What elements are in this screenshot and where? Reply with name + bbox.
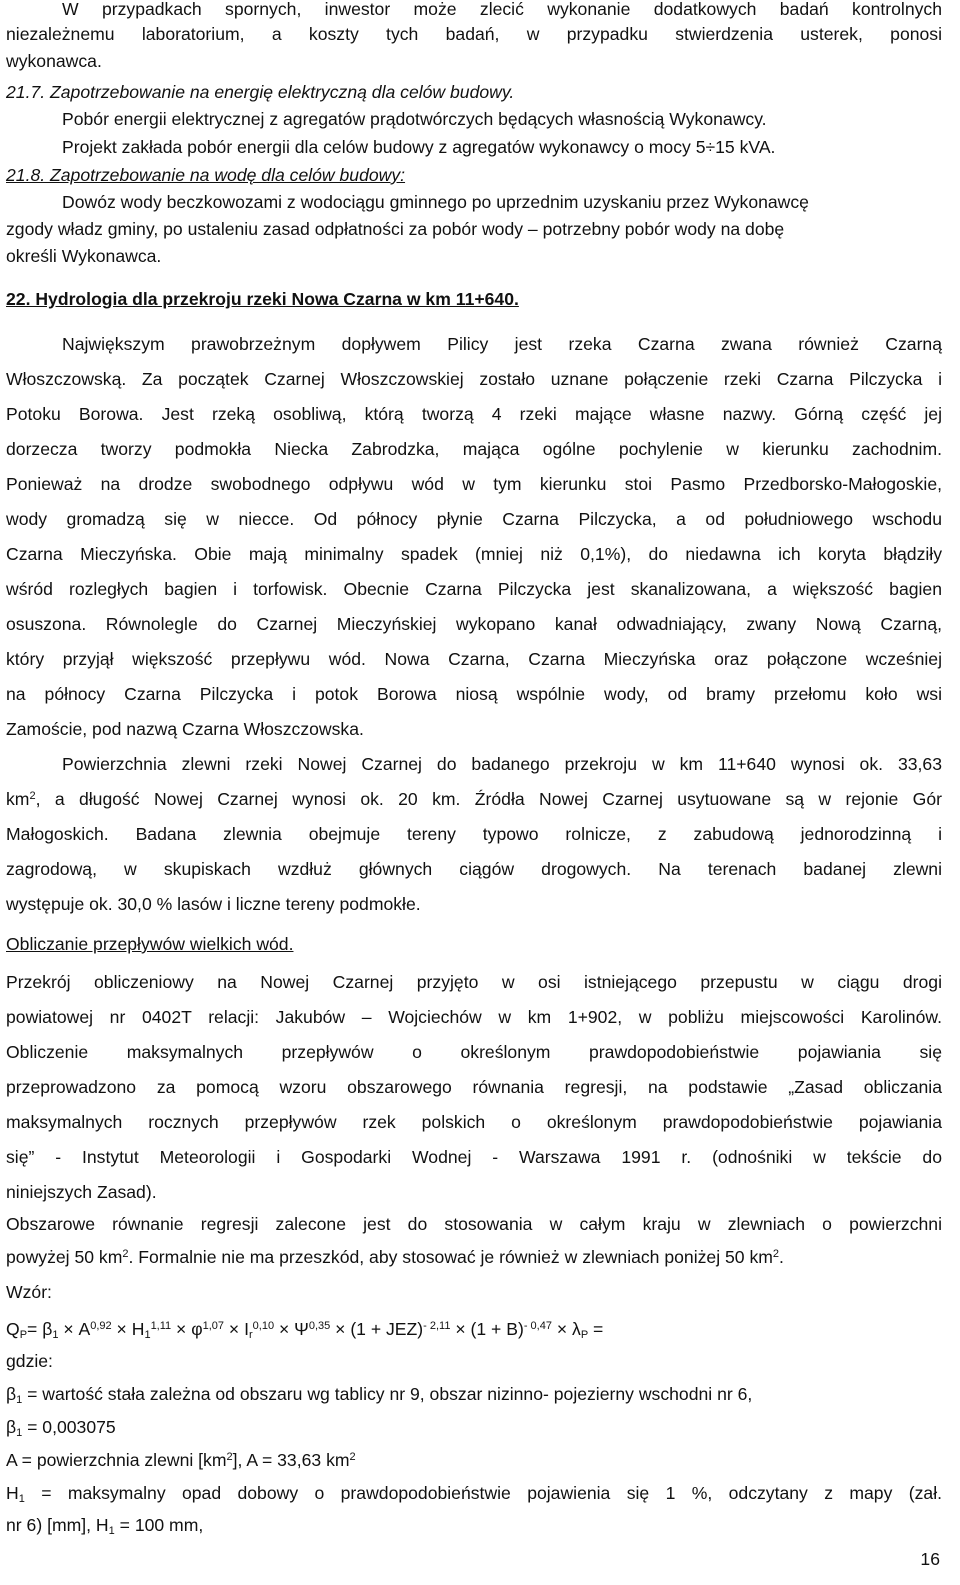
text-line: przeprowadzono za pomocą wzoru obszarowego równania regresji, na podstawie „Zasad obliczania (6, 1077, 942, 1097)
text-line: osuszona. Równolegle do Czarnej Mieczyńskiej wykopano kanał odwadniający, zwany Nową Czarną, (6, 614, 942, 634)
text-line: $H_1$ = maksymalny opad dobowy o prawdopodobieństwie pojawienia się 1 %, odczytany z mapy (zał. (6, 1483, 942, 1505)
formula-line: $Q_P= \beta_1 \times A^{0,92} \times H_1^{1,11} \times \varphi^{1,07} \times I_r^{0,10} \times \Psi^{0,35} \times (1 + JEZ)^{- 2,11} \times (1 + B)^{- 0,47} \times \lambda_P$ = (6, 1319, 604, 1341)
text-line: $\beta_1$ = wartość stała zależna od obszaru wg tablicy nr 9, obszar nizinno- pojezierny wschodni nr 6, (6, 1384, 753, 1406)
section-heading: 22. Hydrologia dla przekroju rzeki Nowa Czarna w km 11+640. (6, 289, 519, 309)
text-line: Dowóz wody beczkowozami z wodociągu gminnego po uprzednim uzyskaniu przez Wykonawcę (62, 192, 809, 212)
text-line: który przyjął większość przepływu wód. Nowa Czarna, Czarna Mieczyńska oraz połączone wcześniej (6, 649, 942, 669)
text-line: $km^2$, a długość Nowej Czarnej wynosi ok. 20 km. Źródła Nowej Czarnej usytuowane są w rejonie Gór (6, 789, 942, 809)
text-line: powiatowej nr 0402T relacji: Jakubów – Wojciechów w km 1+902, w pobliżu miejscowości Karolinów. (6, 1007, 942, 1027)
section-heading: 21.7. Zapotrzebowanie na energię elektryczną dla celów budowy. (6, 82, 515, 102)
text-line: Pobór energii elektrycznej z agregatów prądotwórczych będących własnością Wykonawcy. (62, 109, 767, 129)
text-line: maksymalnych rocznych przepływów rzek polskich o określonym prawdopodobieństwie pojawiania (6, 1112, 942, 1132)
text-line: nr 6) [mm], $H_1 = 100$ mm, (6, 1515, 204, 1537)
text-line: Obszarowe równanie regresji zalecone jest do stosowania w całym kraju w zlewniach o powierzchni (6, 1214, 942, 1234)
text-line: zagrodową, w skupiskach wzdłuż głównych ciągów drogowych. Na terenach badanej zlewni (6, 859, 942, 879)
text-line: się” - Instytut Meteorologii i Gospodarki Wodnej - Warszawa 1991 r. (odnośniki w tekście do (6, 1147, 942, 1167)
text-line: Projekt zakłada pobór energii dla celów budowy z agregatów wykonawcy o mocy 5÷15 kVA. (62, 137, 776, 157)
text-line: Powierzchnia zlewni rzeki Nowej Czarnej do badanego przekroju w km 11+640 wynosi ok. 33,63 (62, 754, 942, 774)
text-line: zgody władz gminy, po ustaleniu zasad odpłatności za pobór wody – potrzebny pobór wody na dobę (6, 219, 785, 239)
text-line: gdzie: (6, 1351, 53, 1371)
text-line: $\beta_1 = 0,003075$ (6, 1417, 116, 1439)
text-line: na północy Czarna Pilczycka i potok Borowa niosą wspólnie wody, od bramy przełomu koło wsi (6, 684, 942, 704)
text-line: W przypadkach spornych, inwestor może zlecić wykonanie dodatkowych badań kontrolnych (62, 0, 942, 19)
text-line: powyżej 50 $km^2$. Formalnie nie ma przeszkód, aby stosować je również w zlewniach poniżej 50 $km^2$. (6, 1247, 784, 1267)
text-line: Największym prawobrzeżnym dopływem Pilicy jest rzeka Czarna zwana również Czarną (62, 334, 942, 354)
text-line: niezależnemu laboratorium, a koszty tych badań, w przypadku stwierdzenia usterek, ponosi (6, 24, 942, 44)
text-line: Włoszczowską. Za początek Czarnej Włoszczowskiej zostało uznane połączenie rzeki Czarna Pilczycka i (6, 369, 942, 389)
text-line: A = powierzchnia zlewni $[km^2]$, A = 33,63 $km^2$ (6, 1450, 356, 1470)
text-line: wśród rozległych bagien i torfowisk. Obecnie Czarna Pilczycka jest skanalizowana, a większość bagien (6, 579, 942, 599)
text-line: Obliczenie maksymalnych przepływów o określonym prawdopodobieństwie pojawiania się (6, 1042, 942, 1062)
text-line: występuje ok. 30,0 % lasów i liczne tereny podmokłe. (6, 894, 421, 914)
text-line: Przekrój obliczeniowy na Nowej Czarnej przyjęto w osi istniejącego przepustu w ciągu drogi (6, 972, 942, 992)
text-line: Wzór: (6, 1282, 52, 1302)
section-heading: 21.8. Zapotrzebowanie na wodę dla celów budowy: (6, 165, 406, 185)
text-line: niniejszych Zasad). (6, 1182, 157, 1202)
text-line: wykonawca. (6, 51, 102, 71)
text-line: określi Wykonawca. (6, 246, 162, 266)
text-line: Zamoście, pod nazwą Czarna Włoszczowska. (6, 719, 364, 739)
text-line: Czarna Mieczyńska. Obie mają minimalny spadek (mniej niż 0,1%), do niedawna ich koryta błądziły (6, 544, 942, 564)
text-line: Ponieważ na drodze swobodnego odpływu wód w tym kierunku stoi Pasmo Przedborsko-Małogoskie, (6, 474, 942, 494)
text-line: wody gromadzą się w niecce. Od północy płynie Czarna Pilczycka, a od południowego wschodu (6, 509, 942, 529)
text-line: dorzecza tworzy podmokła Niecka Zabrodzka, mająca ogólne pochylenie w kierunku zachodnim. (6, 439, 942, 459)
subheading: Obliczanie przepływów wielkich wód. (6, 934, 294, 954)
text-line: Małogoskich. Badana zlewnia obejmuje tereny typowo rolnicze, z zabudową jednorodzinną i (6, 824, 942, 844)
page-number: 16 (920, 1549, 940, 1569)
text-line: Potoku Borowa. Jest rzeką osobliwą, którą tworzą 4 rzeki mające własne nazwy. Górną część jej (6, 404, 942, 424)
